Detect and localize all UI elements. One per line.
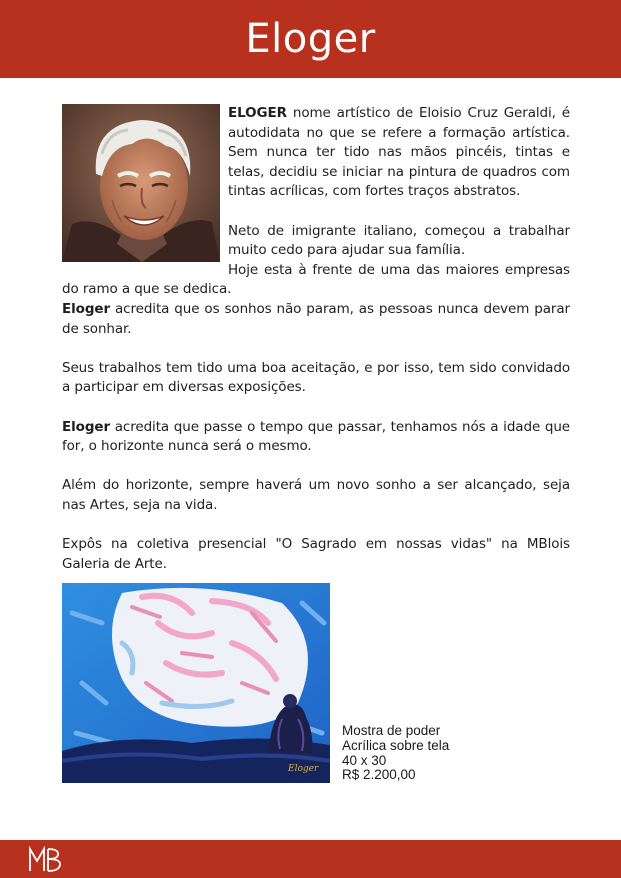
bio-paragraph: Além do horizonte, sempre haverá um novo sonho a ser alcançado, seja nas Artes, seja na vida.	[62, 477, 570, 513]
artwork-signature: Eloger	[288, 764, 319, 774]
page-title: Eloger	[245, 16, 376, 62]
page-footer	[0, 840, 621, 878]
artist-name: Eloger	[62, 300, 111, 317]
bio-text: Hoje esta à frente de uma das maiores empresas do ramo a que se dedica.	[62, 261, 570, 298]
mb-logo-text: MB	[28, 845, 30, 846]
portrait-spacer	[62, 104, 228, 262]
bio-text: acredita que passe o tempo que passar, tenhamos nós a idade que for, o horizonte nunca será o mesmo.	[62, 418, 570, 455]
bio-text: nome artístico de Eloisio Cruz Geraldi, é autodidata no que se refere a formação artística. Sem nunca ter tido nas mãos pincéis, tintas e telas, decidiu se iniciar na pintura de quadros com tintas acrílicas, com fortes traços abstratos.	[228, 105, 570, 200]
artist-name-caps: ELOGER	[228, 105, 287, 121]
bio-paragraph	[62, 418, 570, 457]
artwork-title: Mostra de poder	[342, 723, 441, 738]
bio-text: acredita que os sonhos não param, as pessoas nunca devem parar de sonhar.	[62, 300, 570, 337]
bio-text: Neto de imigrante italiano, começou a trabalhar muito cedo para ajudar sua família.	[228, 222, 570, 259]
artwork-image	[62, 583, 330, 783]
bio-paragraph: Seus trabalhos tem tido uma boa aceitação, e por isso, tem sido convidado a participar em diversas exposições.	[62, 359, 570, 396]
page-header	[0, 0, 621, 78]
artwork-technique: Acrílica sobre tela	[342, 737, 450, 753]
artist-name: Eloger	[62, 418, 111, 435]
mb-logo-icon	[28, 845, 62, 873]
artist-bio	[62, 104, 570, 594]
artwork-size: 40 x 30	[342, 752, 387, 768]
bio-paragraph: Expôs na coletiva presencial "O Sagrado em nossas vidas" na MBlois Galeria de Arte.	[62, 536, 570, 572]
artwork-caption	[342, 724, 449, 783]
artwork-price: R$ 2.200,00	[342, 767, 416, 783]
